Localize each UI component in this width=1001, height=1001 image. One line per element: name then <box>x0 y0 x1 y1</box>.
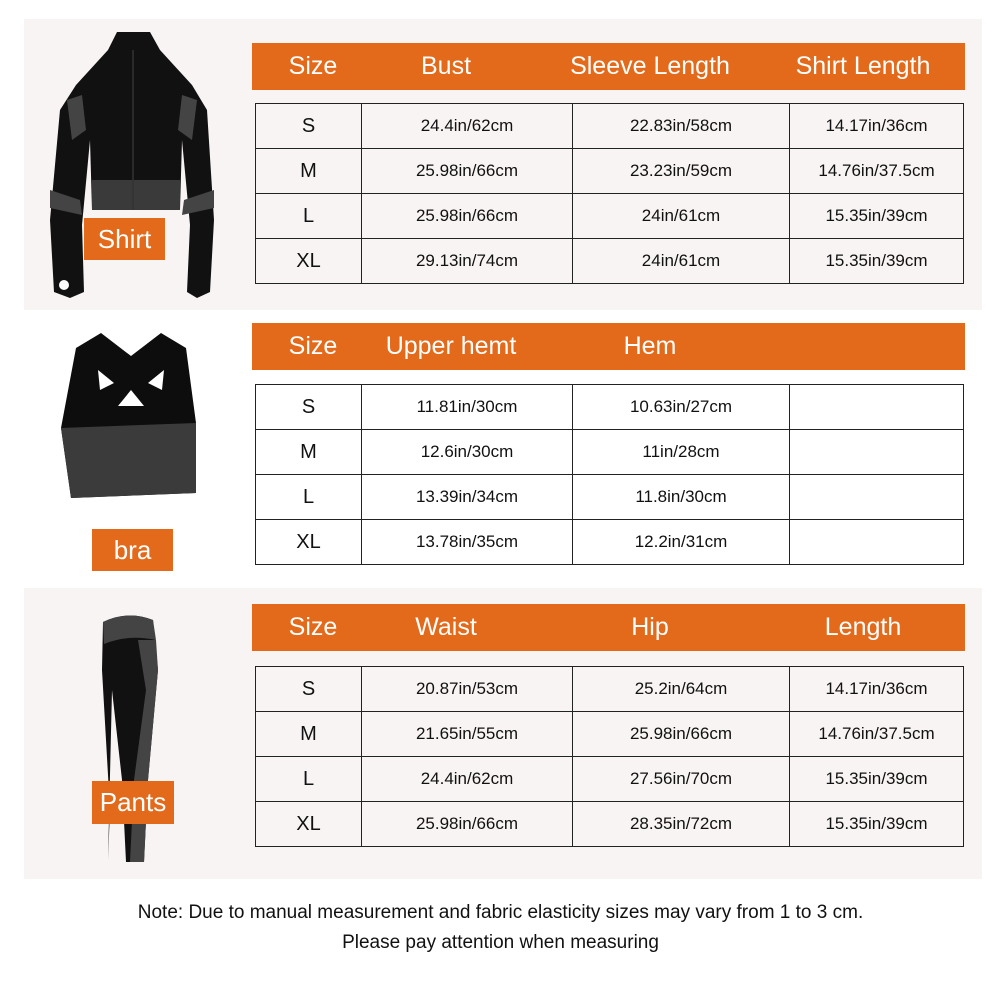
measurement-note <box>0 898 1001 958</box>
bra-label-text: bra <box>113 534 152 565</box>
sleeve-length-cell: 24in/61cm <box>573 194 790 239</box>
bust-cell: 24.4in/62cm <box>362 104 573 149</box>
hem-cell: 11in/28cm <box>573 430 790 475</box>
pants-label-text: Pants <box>99 787 167 817</box>
sleeve-length-cell: 24in/61cm <box>573 239 790 284</box>
table-row <box>256 430 964 475</box>
table-row <box>256 194 964 239</box>
table-row <box>256 802 964 847</box>
note-line-2: Please pay attention when measuring <box>342 932 659 953</box>
table-row <box>256 520 964 565</box>
shirt-header-size: Size <box>288 52 338 80</box>
pants-header-hip: Hip <box>631 613 669 641</box>
shirt-icon <box>42 30 222 305</box>
size-cell: S <box>256 667 362 712</box>
upper-hem-cell: 13.78in/35cm <box>362 520 573 565</box>
shirt-header-bust: Bust <box>420 52 472 80</box>
upper-hem-cell: 12.6in/30cm <box>362 430 573 475</box>
shirt-length-cell: 14.76in/37.5cm <box>790 149 964 194</box>
table-row <box>256 149 964 194</box>
bust-cell: 25.98in/66cm <box>362 194 573 239</box>
size-cell: M <box>256 149 362 194</box>
sleeve-length-cell: 22.83in/58cm <box>573 104 790 149</box>
waist-cell: 25.98in/66cm <box>362 802 573 847</box>
empty-cell <box>790 430 964 475</box>
hip-cell: 28.35in/72cm <box>573 802 790 847</box>
bust-cell: 25.98in/66cm <box>362 149 573 194</box>
shirt-header-bar <box>252 43 965 90</box>
pants-header-length: Length <box>824 613 902 641</box>
pants-header-bar <box>252 604 965 651</box>
bra-label <box>92 529 173 571</box>
length-cell: 15.35in/39cm <box>790 802 964 847</box>
size-cell: L <box>256 475 362 520</box>
table-row <box>256 712 964 757</box>
hip-cell: 27.56in/70cm <box>573 757 790 802</box>
bra-header-bar <box>252 323 965 370</box>
size-cell: XL <box>256 520 362 565</box>
size-cell: XL <box>256 239 362 284</box>
shirt-size-table <box>255 103 964 284</box>
size-cell: M <box>256 430 362 475</box>
waist-cell: 24.4in/62cm <box>362 757 573 802</box>
empty-cell <box>790 385 964 430</box>
shirt-label-text: Shirt <box>97 223 152 254</box>
table-row <box>256 757 964 802</box>
bra-icon <box>56 328 206 508</box>
empty-cell <box>790 520 964 565</box>
hem-cell: 12.2in/31cm <box>573 520 790 565</box>
hip-cell: 25.2in/64cm <box>573 667 790 712</box>
bra-size-table <box>255 384 964 565</box>
pants-header-waist: Waist <box>415 613 477 641</box>
pants-header-size: Size <box>288 613 338 641</box>
hem-cell: 11.8in/30cm <box>573 475 790 520</box>
pants-label <box>92 781 174 824</box>
size-cell: S <box>256 385 362 430</box>
note-line-1: Note: Due to manual measurement and fabric elasticity sizes may vary from 1 to 3 cm. <box>137 902 864 923</box>
table-row <box>256 239 964 284</box>
length-cell: 15.35in/39cm <box>790 757 964 802</box>
shirt-label <box>84 218 165 260</box>
upper-hem-cell: 11.81in/30cm <box>362 385 573 430</box>
upper-hem-cell: 13.39in/34cm <box>362 475 573 520</box>
size-cell: L <box>256 757 362 802</box>
size-cell: L <box>256 194 362 239</box>
table-row <box>256 385 964 430</box>
size-cell: S <box>256 104 362 149</box>
pants-icon <box>98 610 168 872</box>
bust-cell: 29.13in/74cm <box>362 239 573 284</box>
shirt-header-sleeve-length: Sleeve Length <box>570 52 730 80</box>
table-row <box>256 475 964 520</box>
table-row <box>256 104 964 149</box>
bra-header-size: Size <box>288 332 338 360</box>
sleeve-length-cell: 23.23in/59cm <box>573 149 790 194</box>
empty-cell <box>790 475 964 520</box>
table-row <box>256 667 964 712</box>
waist-cell: 21.65in/55cm <box>362 712 573 757</box>
shirt-length-cell: 15.35in/39cm <box>790 239 964 284</box>
size-cell: M <box>256 712 362 757</box>
length-cell: 14.17in/36cm <box>790 667 964 712</box>
bra-header-hem: Hem <box>623 332 677 360</box>
size-cell: XL <box>256 802 362 847</box>
pants-size-table <box>255 666 964 847</box>
length-cell: 14.76in/37.5cm <box>790 712 964 757</box>
hip-cell: 25.98in/66cm <box>573 712 790 757</box>
shirt-header-shirt-length: Shirt Length <box>795 52 931 80</box>
hem-cell: 10.63in/27cm <box>573 385 790 430</box>
shirt-length-cell: 15.35in/39cm <box>790 194 964 239</box>
bra-header-upper-hem: Upper hemt <box>385 332 517 360</box>
shirt-length-cell: 14.17in/36cm <box>790 104 964 149</box>
waist-cell: 20.87in/53cm <box>362 667 573 712</box>
